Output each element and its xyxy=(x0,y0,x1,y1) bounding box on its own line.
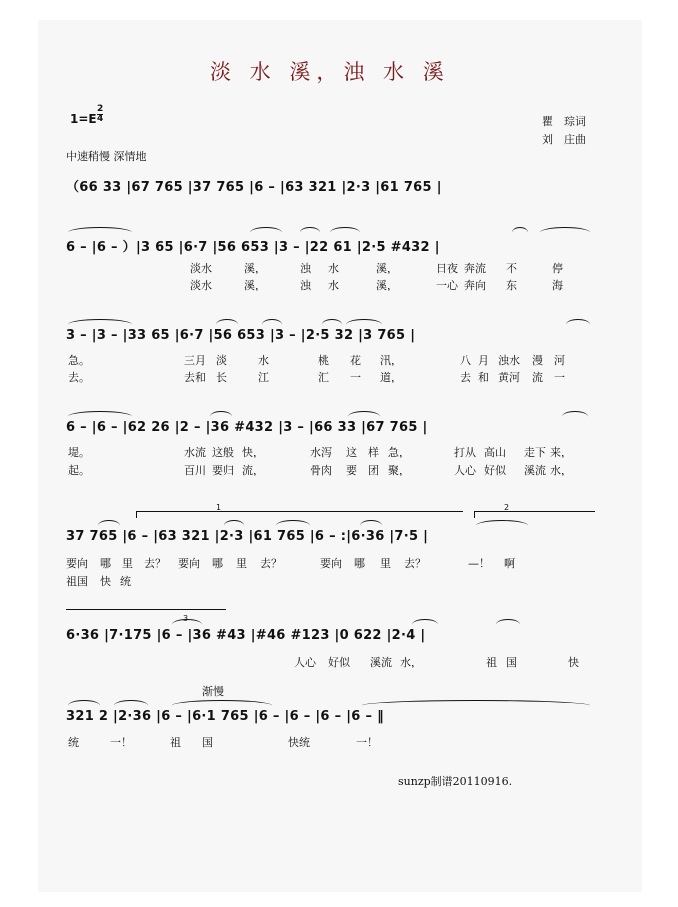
notation-row-4: 6 – |6 – |62 26 |2 – |36 #432 |3 – |66 33 |67 765 | xyxy=(66,420,428,435)
meter-top: 2 xyxy=(97,104,104,114)
notation-row-1: （66 33 |67 765 |37 765 |6 – |63 321 |2·3 |61 765 | xyxy=(66,180,442,195)
lyric: 骨肉 xyxy=(310,464,332,476)
tie-continuation xyxy=(66,609,226,616)
lyric: 一！ xyxy=(110,736,132,748)
lyric: 淡水 xyxy=(190,262,212,274)
slur xyxy=(114,700,148,711)
lyric: 要向 xyxy=(320,557,342,569)
lyric: 海 xyxy=(552,279,563,291)
lyric: 人心 xyxy=(454,464,476,476)
lyric: 一 xyxy=(350,371,361,383)
slur xyxy=(476,520,528,531)
lyric: 要 xyxy=(346,464,357,476)
lyric: 和 xyxy=(478,371,489,383)
lyric: 汛， xyxy=(380,354,402,366)
lyricist-credit: 瞿 琮词 xyxy=(542,115,586,128)
slur xyxy=(224,520,244,531)
lyrics-row-7 xyxy=(66,734,606,748)
lyrics-row-4-verse-2 xyxy=(66,462,606,476)
lyric: 溪流 xyxy=(370,656,392,668)
lyric: 溪， xyxy=(244,279,266,291)
slur xyxy=(68,319,132,330)
lyric: 水 xyxy=(258,354,269,366)
notation-row-3: 3 – |3 – |33 65 |6·7 |56 653 |3 – |2·5 32 |3 765 | xyxy=(66,328,416,343)
ritardando-marking: 渐慢 xyxy=(202,685,224,698)
time-signature xyxy=(97,105,103,124)
lyric: 快 xyxy=(568,656,579,668)
lyric: 哪 xyxy=(354,557,365,569)
notation-row-2: 6 – |6 – ）|3 65 |6·7 |56 653 |3 – |22 61 |2·5 #432 | xyxy=(66,240,440,255)
slur xyxy=(98,520,120,531)
lyric: 溪， xyxy=(376,262,398,274)
lyric: 去。 xyxy=(68,371,90,383)
lyric: 祖国 xyxy=(66,575,88,587)
lyric: 要归 xyxy=(212,464,234,476)
lyric: 桃 xyxy=(318,354,329,366)
lyric: 快统 xyxy=(288,736,310,748)
lyric: 要向 xyxy=(178,557,200,569)
first-ending-bracket xyxy=(136,511,463,518)
tempo-marking: 中速稍慢 深情地 xyxy=(66,150,147,163)
slur xyxy=(412,619,438,630)
lyric: 漫 xyxy=(532,354,543,366)
lyrics-row-4-verse-1 xyxy=(66,444,606,458)
slur xyxy=(362,700,590,711)
lyric: 祖 xyxy=(170,736,181,748)
lyric: 淡 xyxy=(216,354,227,366)
lyric: 汇 xyxy=(318,371,329,383)
lyric: 啊 xyxy=(504,557,515,569)
lyric: 急。 xyxy=(68,354,90,366)
lyric: 停 xyxy=(552,262,563,274)
slur xyxy=(68,411,132,422)
lyric: 去？ xyxy=(260,557,282,569)
lyric: 溪流 xyxy=(524,464,546,476)
lyric: 团 xyxy=(368,464,379,476)
lyric: 长 xyxy=(216,371,227,383)
lyrics-row-2-verse-1 xyxy=(66,260,606,274)
lyric: 去？ xyxy=(404,557,426,569)
lyric: 花 xyxy=(350,354,361,366)
lyric: 水流 xyxy=(184,446,206,458)
composer-credit: 刘 庄曲 xyxy=(542,133,586,146)
lyric: 水 xyxy=(328,262,339,274)
triplet-mark: 3 xyxy=(183,614,189,623)
lyric: 浊 xyxy=(300,262,311,274)
lyric: 国 xyxy=(202,736,213,748)
first-ending-label: 1 xyxy=(216,503,222,512)
lyric: 好似 xyxy=(328,656,350,668)
lyric: 河 xyxy=(554,354,565,366)
slur xyxy=(330,227,360,238)
lyric: 打从 xyxy=(454,446,476,458)
lyric: 一 xyxy=(554,371,565,383)
lyric: 奔流 xyxy=(464,262,486,274)
key-signature: 1=E xyxy=(70,112,97,126)
lyric: 一！ xyxy=(356,736,378,748)
lyric: 统 xyxy=(120,575,131,587)
lyric: 快， xyxy=(242,446,264,458)
lyric: 水泻 xyxy=(310,446,332,458)
lyrics-row-2-verse-2 xyxy=(66,277,606,291)
lyric: 哪 xyxy=(212,557,223,569)
meter-bottom: 4 xyxy=(97,114,104,124)
lyric: 月 xyxy=(478,354,489,366)
slur xyxy=(250,227,282,238)
lyric: 黄河 xyxy=(498,371,520,383)
notation-row-7: 321 2 |2·36 |6 – |6·1 765 |6 – |6 – |6 – |6 – ‖ xyxy=(66,709,384,724)
lyric: 起。 xyxy=(68,464,90,476)
lyric: 东 xyxy=(506,279,517,291)
lyric: 里 xyxy=(380,557,391,569)
slur xyxy=(210,411,232,422)
lyric: 去和 xyxy=(184,371,206,383)
lyric: 不 xyxy=(506,262,517,274)
slur xyxy=(346,319,382,330)
lyric: 江 xyxy=(258,371,269,383)
slur xyxy=(276,520,310,531)
lyrics-row-6 xyxy=(66,654,606,668)
second-ending-label: 2 xyxy=(504,503,510,512)
lyric: 人心 xyxy=(294,656,316,668)
lyric: 这 xyxy=(346,446,357,458)
lyric: 浊水 xyxy=(498,354,520,366)
lyric: 堤。 xyxy=(68,446,90,458)
lyric: 水， xyxy=(400,656,422,668)
lyrics-row-3-verse-1 xyxy=(66,352,606,366)
lyric: 好似 xyxy=(484,464,506,476)
lyric: 道， xyxy=(380,371,402,383)
lyric: 去？ xyxy=(144,557,166,569)
slur xyxy=(172,700,272,711)
lyric: —！ xyxy=(468,557,490,569)
lyric: 八 xyxy=(460,354,471,366)
lyric: 水， xyxy=(550,464,572,476)
slur xyxy=(300,227,320,238)
lyric: 聚， xyxy=(388,464,410,476)
lyric: 奔向 xyxy=(464,279,486,291)
lyric: 走下 xyxy=(524,446,546,458)
slur xyxy=(68,227,132,238)
slur xyxy=(360,520,382,531)
slur xyxy=(512,227,528,238)
lyric: 里 xyxy=(236,557,247,569)
lyric: 国 xyxy=(506,656,517,668)
slur xyxy=(216,319,238,330)
lyric: 溪， xyxy=(376,279,398,291)
lyric: 去 xyxy=(460,371,471,383)
lyric: 浊 xyxy=(300,279,311,291)
lyric: 要向 xyxy=(66,557,88,569)
lyric: 一心 xyxy=(436,279,458,291)
transcriber-credit: sunzp制谱20110916. xyxy=(398,775,513,788)
lyric: 日夜 xyxy=(436,262,458,274)
lyric: 这般 xyxy=(212,446,234,458)
lyric: 里 xyxy=(122,557,133,569)
lyric: 三月 xyxy=(184,354,206,366)
second-ending-bracket xyxy=(474,511,595,518)
lyric: 统 xyxy=(68,736,79,748)
notation-row-5: 37 765 |6 – |63 321 |2·3 |61 765 |6 – :|6·36 |7·5 | xyxy=(66,529,429,544)
slur xyxy=(68,700,100,711)
lyric: 淡水 xyxy=(190,279,212,291)
lyric: 来， xyxy=(550,446,572,458)
lyric: 样 xyxy=(368,446,379,458)
lyrics-row-3-verse-2 xyxy=(66,369,606,383)
slur xyxy=(562,411,588,422)
lyric: 高山 xyxy=(484,446,506,458)
lyric: 祖 xyxy=(486,656,497,668)
song-title: 淡 水 溪，浊 水 溪 xyxy=(210,60,450,84)
lyrics-row-5-verse-2 xyxy=(66,573,606,587)
slur xyxy=(566,319,590,330)
slur xyxy=(496,619,520,630)
lyric: 急， xyxy=(388,446,410,458)
slur xyxy=(262,319,282,330)
lyrics-row-5-verse-1 xyxy=(66,555,606,569)
lyric: 哪 xyxy=(100,557,111,569)
lyric: 水 xyxy=(328,279,339,291)
lyric: 百川 xyxy=(184,464,206,476)
lyric: 快 xyxy=(100,575,111,587)
lyric: 流 xyxy=(532,371,543,383)
slur xyxy=(540,227,590,238)
lyric: 流， xyxy=(242,464,264,476)
slur xyxy=(348,411,380,422)
slur xyxy=(322,319,342,330)
lyric: 溪， xyxy=(244,262,266,274)
notation-row-6: 6·36 |7·175 |6 – |36 #43 |#46 #123 |0 622 |2·4 | xyxy=(66,628,426,643)
